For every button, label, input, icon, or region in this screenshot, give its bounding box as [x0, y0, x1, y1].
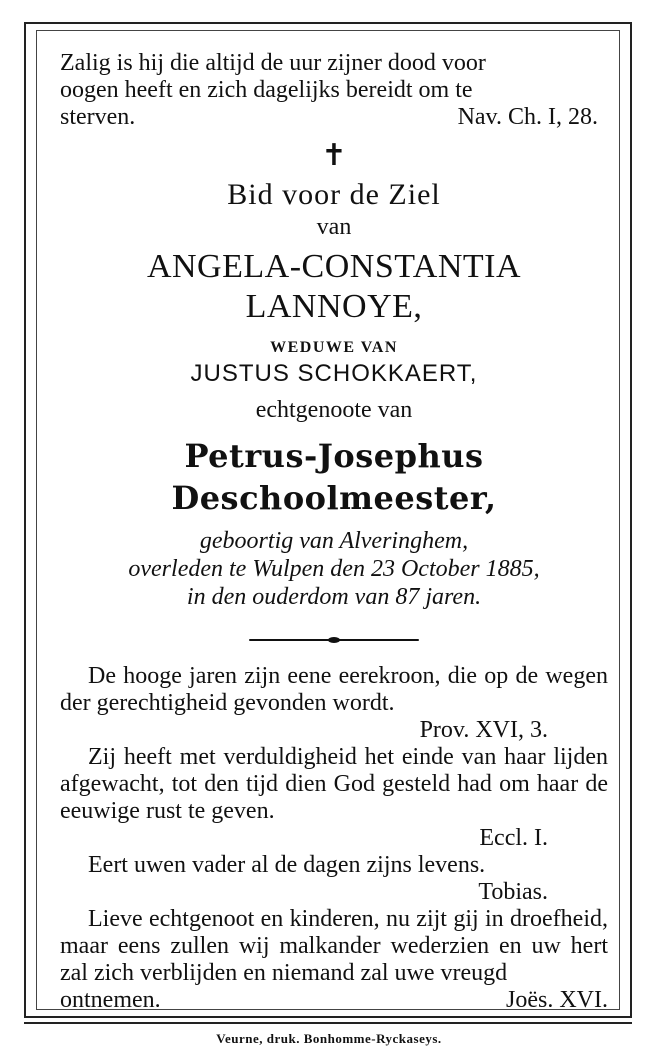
final-quote-last-text: ontnemen. — [60, 987, 161, 1013]
second-husband-name: Petrus-Josephus Deschoolmeester, — [171, 437, 497, 517]
birthplace-line: geboortig van Alveringhem, — [199, 528, 469, 554]
divider-ornament — [328, 637, 340, 643]
header-quote-last-text: sterven. — [60, 104, 136, 130]
prayer-heading: Bid voor de Ziel — [227, 178, 441, 211]
bottom-rule — [24, 1022, 632, 1024]
spouse-of-label: echtgenoote van — [255, 397, 413, 423]
memorial-card — [60, 50, 608, 1014]
age-line: in den ouderdom van 87 jaren. — [186, 584, 482, 610]
quote-text: Eert uwen vader al de dagen zijns levens. — [88, 852, 486, 878]
header-quote — [60, 50, 608, 131]
cross-icon: ✝ — [321, 139, 347, 172]
death-line: overleden te Wulpen den 23 October 1885, — [128, 556, 540, 582]
quote-reference: Prov. XVI, 3. — [419, 717, 548, 743]
life-details — [60, 527, 608, 611]
header-quote-reference: Nav. Ch. I, 28. — [457, 104, 598, 130]
ornamental-divider — [249, 637, 419, 643]
van-label: van — [316, 214, 352, 240]
header-quote-line-2: oogen heeft en zich dagelijks bereidt om te — [60, 77, 473, 103]
final-quote-reference: Joës. XVI. — [506, 987, 608, 1013]
final-quote-last-line — [60, 987, 608, 1014]
quote-reference: Tobias. — [478, 879, 548, 905]
final-quote-text: Lieve echtgenoot en kinderen, nu zijt gij in droefheid, maar eens zullen wij malkander wederzien en uw hert zal zich verblijden en niemand zal uwe vreugd — [60, 906, 608, 986]
widow-of-label: WEDUWE VAN — [270, 339, 398, 356]
deceased-name: ANGELA-CONSTANTIA LANNOYE, — [146, 248, 522, 325]
first-husband-name: JUSTUS SCHOKKAERT, — [190, 360, 478, 387]
quote-text: De hooge jaren zijn eene eerekroon, die op de wegen der gerechtigheid gevonden wordt. — [60, 663, 608, 716]
header-quote-last-line — [60, 104, 608, 131]
header-quote-line-1: Zalig is hij die altijd de uur zijner dood voor — [60, 50, 486, 76]
quotes-section — [60, 663, 608, 1014]
quote-reference: Eccl. I. — [479, 825, 548, 851]
printer-imprint: Veurne, druk. Bonhomme-Ryckaseys. — [216, 1031, 442, 1046]
quote-text: Zij heeft met verduldigheid het einde van haar lijden afgewacht, tot den tijd dien God gesteld had om haar de eeuwige rust te geven. — [60, 744, 608, 824]
